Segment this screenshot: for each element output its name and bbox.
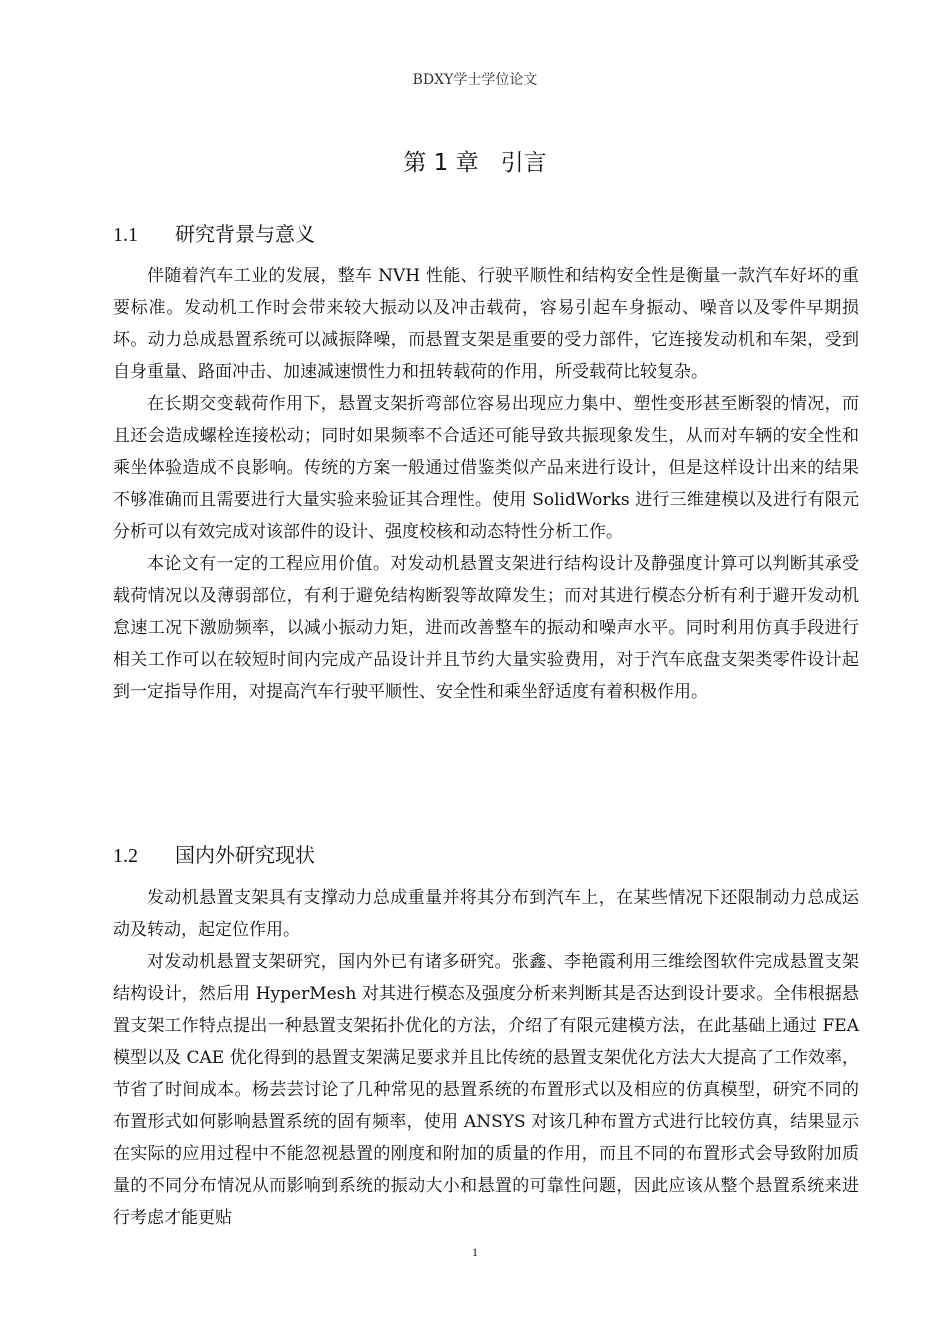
section-body-1-1 (113, 260, 859, 708)
chapter-title (0, 146, 950, 180)
chapter-name: 引言 (500, 150, 547, 176)
page-number: 1 (472, 1245, 478, 1259)
paragraph: 本论文有一定的工程应用价值。对发动机悬置支架进行结构设计及静强度计算可以判断其承受载荷情况以及薄弱部位，有利于避免结构断裂等故障发生；而对其进行模态分析有利于避开发动机怠速工况下激励频率，以减小振动力矩，进而改善整车的振动和噪声水平。同时利用仿真手段进行相关工作可以在较短时间内完成产品设计并且节约大量实验费用，对于汽车底盘支架类零件设计起到一定指导作用，对提高汽车行驶平顺性、安全性和乘坐舒适度有着积极作用。 (113, 554, 859, 702)
section-title: 研究背景与意义 (175, 222, 315, 246)
section-number: 1.1 (113, 224, 138, 246)
section-body-1-2 (113, 882, 859, 1234)
paragraph: 伴随着汽车工业的发展，整车 NVH 性能、行驶平顺性和结构安全性是衡量一款汽车好坏的重要标准。发动机工作时会带来较大振动以及冲击载荷，容易引起车身振动、噪音以及零件早期损坏。动力总成悬置系统可以减振降噪，而悬置支架是重要的受力部件，它连接发动机和车架，受到自身重量、路面冲击、加速减速惯性力和扭转载荷的作用，所受载荷比较复杂。 (113, 266, 859, 382)
paragraph: 对发动机悬置支架研究，国内外已有诸多研究。张鑫、李艳霞利用三维绘图软件完成悬置支架结构设计，然后用 HyperMesh 对其进行模态及强度分析来判断其是否达到设计要求。全伟根据悬置支架工作特点提出一种悬置支架拓扑优化的方法，介绍了有限元建模方法，在此基础上通过 FEA 模型以及 CAE 优化得到的悬置支架满足要求并且比传统的悬置支架优化方法大大提高了工作效率，节省了时间成本。杨芸芸讨论了几种常见的悬置系统的布置形式以及相应的仿真模型，研究不同的布置形式如何影响悬置系统的固有频率，使用 ANSYS 对该几种布置方式进行比较仿真，结果显示在实际的应用过程中不能忽视悬置的刚度和附加的质量的作用，而且不同的布置形式会导致附加质量的不同分布情况从而影响到系统的振动大小和悬置的可靠性问题，因此应该从整个悬置系统来进行考虑才能更贴 (113, 952, 859, 1228)
chapter-number: 第 1 章 (403, 150, 479, 176)
section-heading-1-2 (113, 840, 315, 870)
section-title: 国内外研究现状 (175, 843, 315, 867)
paragraph: 在长期交变载荷作用下，悬置支架折弯部位容易出现应力集中、塑性变形甚至断裂的情况，而且还会造成螺栓连接松动；同时如果频率不合适还可能导致共振现象发生，从而对车辆的安全性和乘坐体验造成不良影响。传统的方案一般通过借鉴类似产品来进行设计，但是这样设计出来的结果不够准确而且需要进行大量实验来验证其合理性。使用 SolidWorks 进行三维建模以及进行有限元分析可以有效完成对该部件的设计、强度校核和动态特性分析工作。 (113, 394, 859, 542)
section-number: 1.2 (113, 845, 138, 867)
section-heading-1-1 (113, 219, 315, 249)
paragraph: 发动机悬置支架具有支撑动力总成重量并将其分布到汽车上，在某些情况下还限制动力总成运动及转动，起定位作用。 (113, 888, 859, 940)
running-header: BDXY学士学位论文 (412, 72, 538, 88)
